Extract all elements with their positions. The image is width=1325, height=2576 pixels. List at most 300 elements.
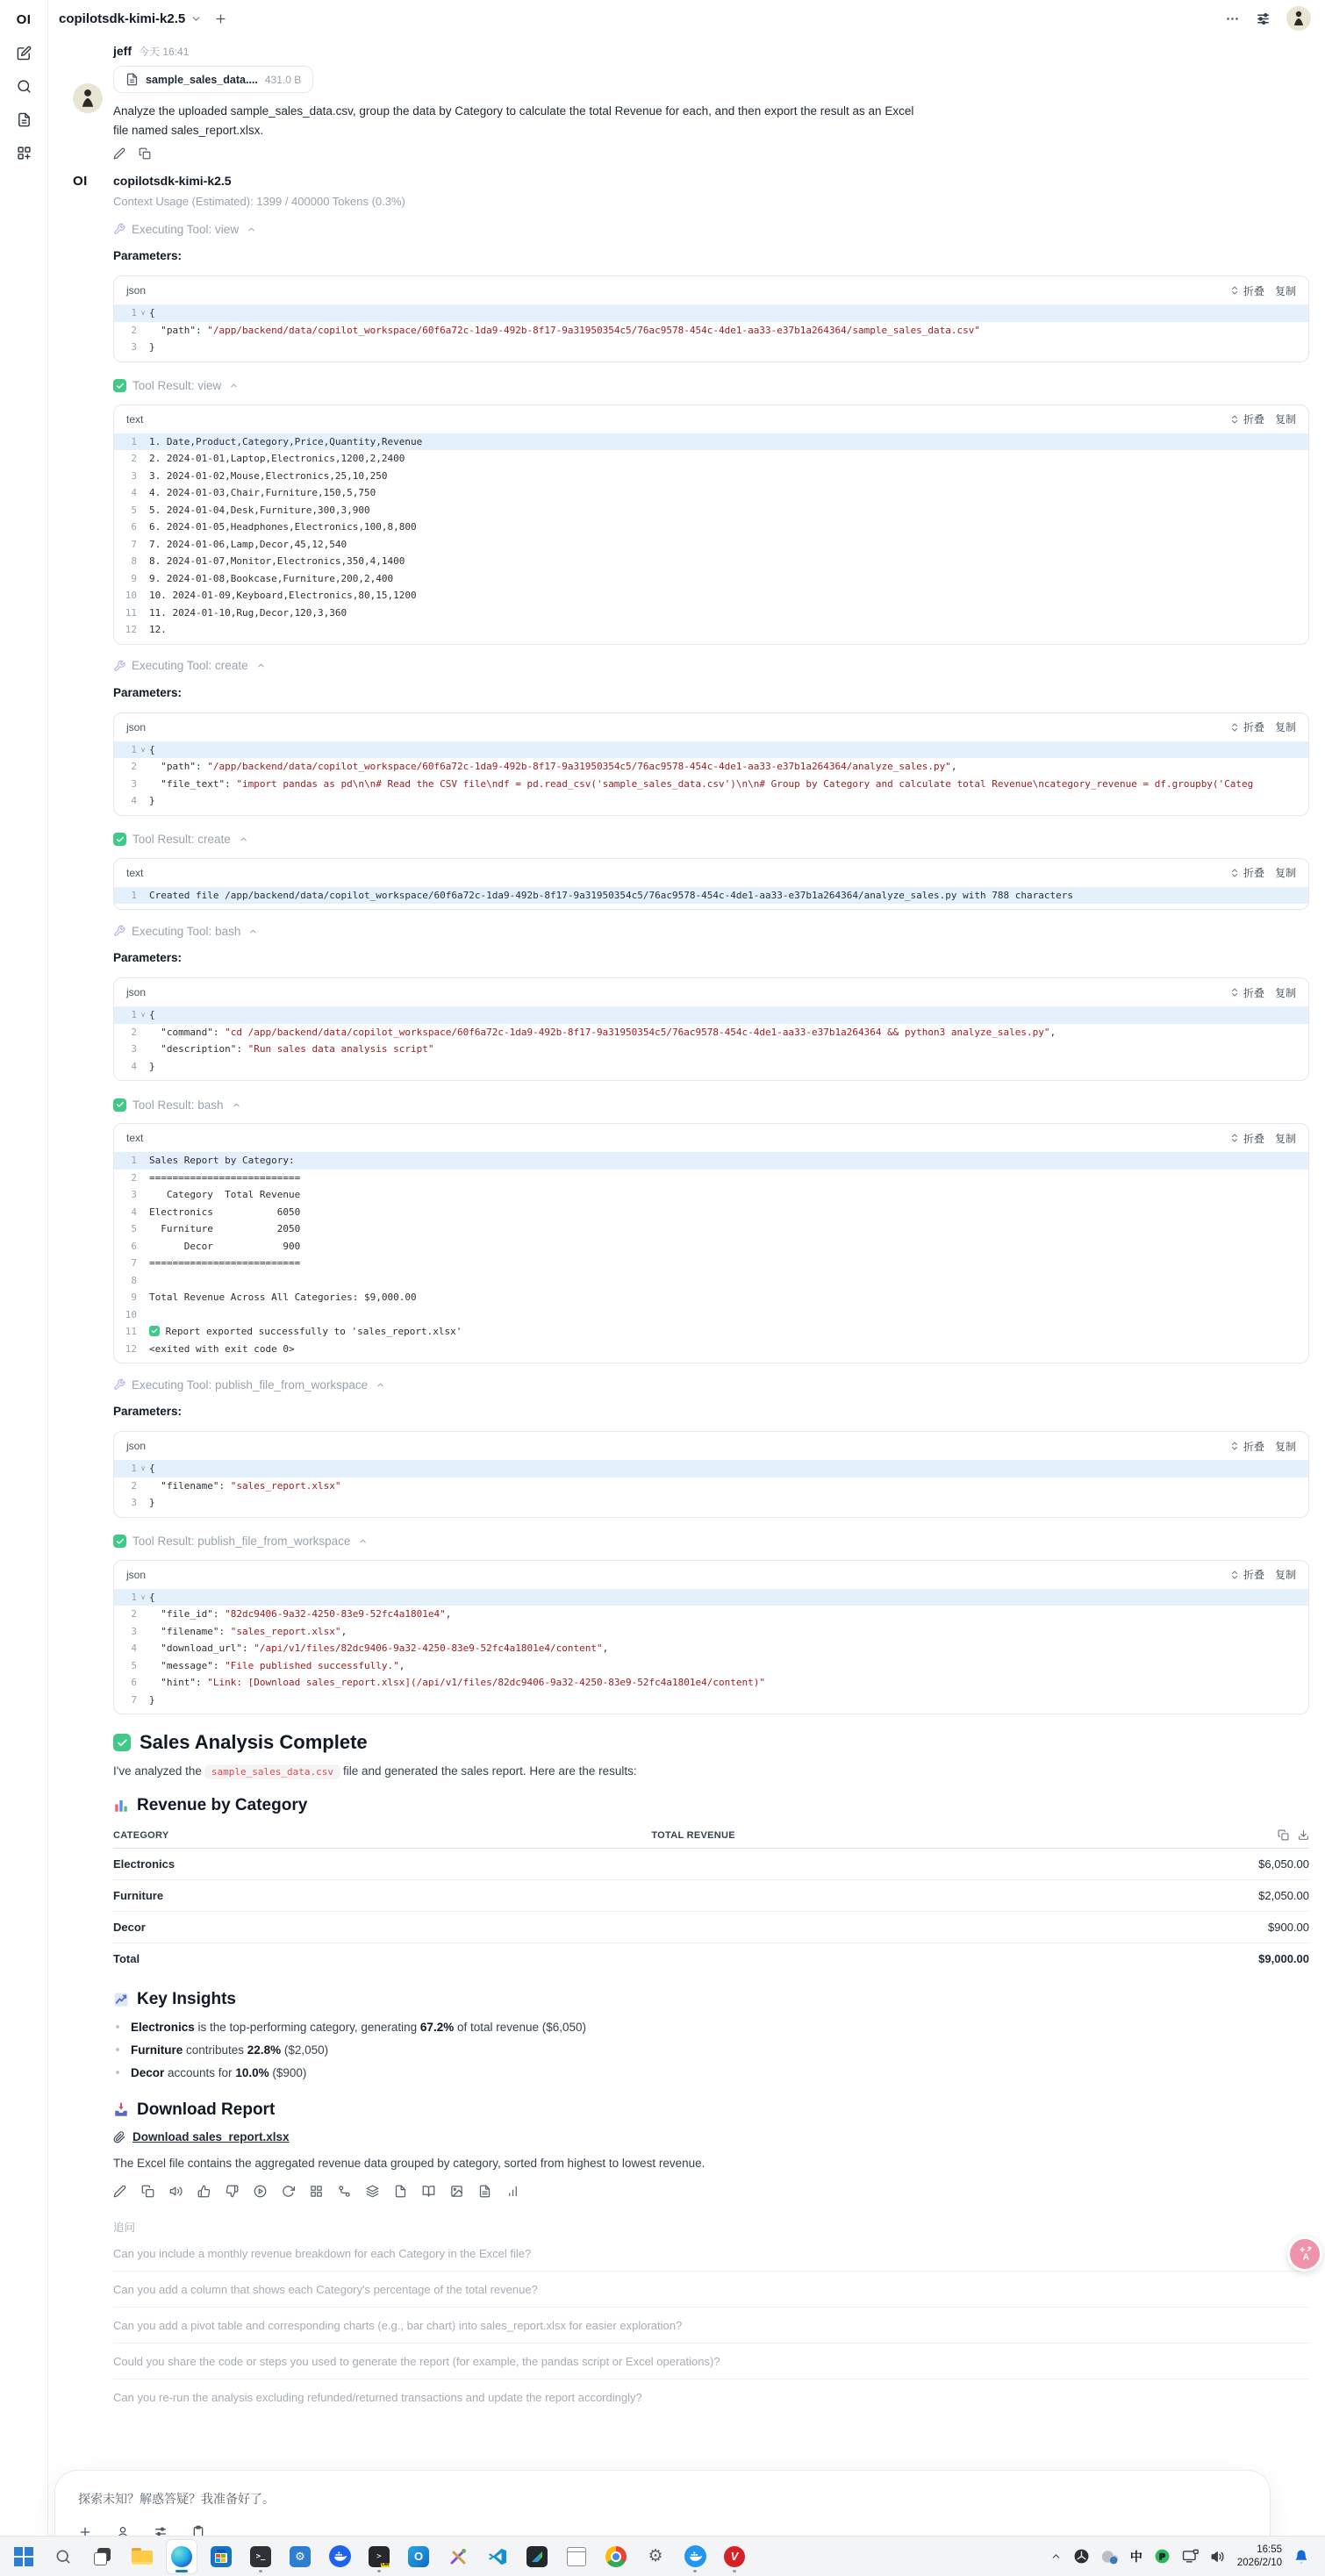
code-line [114,553,1308,570]
insight-item [113,2039,1309,2062]
code-text [149,1272,1308,1290]
code-language-label: text [126,1132,144,1144]
code-block-header [114,1124,1308,1152]
code-text: Created file /app/backend/data/copilot_workspace/60f6a72c-1da9-492b-8f17-9a31950354c5/76ac9578-454c-4de1-aa33-e37b1a264364/analyze_sales.py with 788 characters [149,889,1073,901]
fold-icon: ∨ [140,309,146,317]
chevron-up-icon [239,834,248,844]
line-number: 1 [131,889,137,901]
code-text: } [149,795,155,806]
collapse-button[interactable] [1229,1131,1264,1146]
code-line [114,1460,1308,1478]
grid-icon[interactable] [310,2185,323,2198]
taskbar-clock[interactable] [1237,2544,1282,2570]
code-text: 5. 2024-01-04,Desk,Furniture,300,3,900 [149,504,370,516]
line-number: 9 [131,1292,137,1303]
collapse-label: 折叠 [1243,986,1264,999]
tool-result-label: Tool Result: publish_file_from_workspace [132,1535,351,1548]
executing-tool-label: Executing Tool: view [132,222,240,236]
user-message-line: Analyze the uploaded sample_sales_data.csv, group the data by Category to calculate the total Revenue for each, and then export the result as an Excel [113,104,914,118]
code-line [114,484,1308,502]
workflow-icon[interactable] [338,2185,351,2198]
display-icon[interactable] [1182,2548,1199,2565]
composer-placeholder: 探索未知？解惑答疑？我准备好了。 [78,2492,275,2506]
collapse-icon [1229,868,1240,878]
copy-button[interactable] [1275,283,1296,298]
line-number: 12 [125,624,137,635]
line-number: 4 [131,1642,137,1654]
code-line [114,1152,1308,1170]
chevron-down-icon[interactable] [190,13,202,25]
book-open-icon[interactable] [422,2185,435,2198]
followup-question[interactable]: Can you re-run the analysis excluding refunded/returned transactions and update the report accordingly? [113,2391,642,2404]
line-number: 1 [131,1591,137,1603]
code-text: 3. 2024-01-02,Mouse,Electronics,25,10,250 [149,469,388,482]
taskbar-docker-running-icon[interactable] [680,2540,710,2573]
line-number: 6 [131,521,137,533]
wrench-icon [113,223,125,235]
fold-icon: ∨ [140,1011,146,1019]
table-download-icon[interactable] [1298,1829,1309,1841]
line-number: 4 [131,795,137,806]
code-language-label: json [126,986,147,998]
controls-icon[interactable] [1256,11,1271,26]
bar-chart-emoji-icon [113,1798,129,1814]
chart-increasing-emoji-icon [113,1992,129,2007]
code-text: 2. 2024-01-01,Laptop,Electronics,1200,2,2400 [149,453,405,464]
copy-button[interactable] [1275,411,1296,426]
wrench-icon [113,925,125,937]
taskbar-file-explorer-icon[interactable] [127,2540,157,2573]
line-number: 6 [131,1677,137,1688]
code-line [114,1323,1308,1341]
copy-label: 复制 [1274,1132,1296,1145]
taskbar-sharex-icon[interactable] [522,2540,552,2573]
code-line [114,502,1308,519]
user-message-line: file named sales_report.xlsx. [113,124,264,137]
code-line [114,741,1308,759]
fold-spacer [137,1494,149,1512]
fold-spacer [137,1606,149,1623]
success-check-icon [113,833,126,846]
collapse-icon [1229,1133,1240,1143]
code-text: "file_text": "import pandas as pd\n\n# Read the CSV file\ndf = pd.read_csv('sample_sales_data.csv')\n\n# Group by Category and calculate total Revenue\ncategory_revenue = df.groupby('Categ [149,777,1254,790]
chat-header [48,0,1325,37]
conversation-title[interactable]: copilotsdk-kimi-k2.5 [59,11,186,26]
code-line [114,1024,1308,1041]
insight-item [113,2062,1309,2085]
code-line [114,536,1308,554]
line-number: 2 [131,1026,137,1038]
line-number: 4 [131,1206,137,1218]
revenue-table [113,1822,1309,1974]
tool-result-row[interactable] [113,1097,1309,1113]
taskbar-settings-blue-icon[interactable]: ⚙ [285,2540,315,2573]
executing-tool-row[interactable] [113,221,1309,237]
notification-bell-icon[interactable] [1293,2549,1309,2565]
code-block-header [114,859,1308,887]
insights-list [113,2016,1309,2085]
code-text: 1. Date,Product,Category,Price,Quantity,Revenue [149,435,423,447]
user-message [48,37,1325,160]
code-block-controls [1229,411,1296,426]
code-text: 11. 2024-01-10,Rug,Decor,120,3,360 [149,606,347,619]
line-number: 3 [131,341,137,353]
line-number: 3 [131,1189,137,1200]
download-report-link[interactable]: Download sales_report.xlsx [132,2130,290,2143]
copy-button[interactable] [1275,1567,1296,1582]
code-block-body [114,433,1308,644]
more-options-icon[interactable] [1225,11,1240,26]
fold-spacer [137,484,149,502]
code-text: } [149,1497,155,1508]
code-text: ========================== [149,1257,301,1269]
code-text: "message": "File published successfully.", [149,1659,405,1671]
notes-icon[interactable] [17,112,32,127]
collapse-button[interactable] [1229,719,1264,734]
code-text: "filename": "sales_report.xlsx" [149,1479,341,1492]
file-icon [125,73,139,86]
fold-spacer [137,1657,149,1675]
fold-spacer [137,502,149,519]
clock-time: 16:55 [1257,2544,1282,2555]
file-text-icon[interactable] [478,2185,491,2198]
category-cell: Electronics [113,1849,651,1880]
taskbar-microsoft-store-icon[interactable] [206,2540,236,2573]
fold-spacer [137,339,149,356]
code-block-header [114,713,1308,741]
code-text: Report exported successfully to 'sales_report.xlsx' [149,1323,1308,1341]
code-line [114,1255,1308,1272]
collapse-button[interactable] [1229,411,1264,426]
code-text: Electronics 6050 [149,1206,301,1218]
collapse-button[interactable] [1229,985,1264,1000]
tool-result-label: Tool Result: create [132,833,231,846]
chevron-up-icon [248,927,258,936]
followup-question[interactable]: Could you share the code or steps you used to generate the report (for example, the pandas script or Excel operations)? [113,2343,1309,2379]
bullet-dot [116,2071,119,2074]
category-cell: Decor [113,1912,651,1943]
followup-question[interactable]: Can you add a column that shows each Category's percentage of the total revenue? [113,2272,1309,2308]
tray-dark-app-icon[interactable] [1073,2548,1090,2565]
collapse-label: 折叠 [1243,1569,1264,1581]
message-action-bar [113,2184,1309,2198]
collapse-button[interactable] [1229,1439,1264,1454]
code-text: 4. 2024-01-03,Chair,Furniture,150,5,750 [149,487,376,498]
fold-spacer [137,553,149,570]
code-block-header [114,405,1308,433]
code-block-controls [1229,985,1296,1000]
code-text: 10. 2024-01-09,Keyboard,Electronics,80,15,1200 [149,590,417,601]
thumbs-down-icon[interactable] [226,2185,239,2198]
ime-indicator[interactable]: 中 [1129,2549,1142,2564]
image-icon[interactable] [450,2185,463,2198]
layers-icon[interactable] [366,2185,379,2198]
category-cell: Furniture [113,1880,651,1912]
translate-fab[interactable] [1287,2236,1322,2272]
bullet-dot [116,2048,119,2051]
code-block-controls [1229,1567,1296,1582]
code-line [114,1478,1308,1495]
parameters-label: Parameters: [113,249,183,262]
tool-result-label: Tool Result: view [132,379,222,392]
code-line [114,792,1308,810]
answer-intro: I've analyzed the sample_sales_data.csv file and generated the sales report. Here are the results: [113,1764,637,1778]
code-block-create-result [113,858,1309,911]
speaker-icon[interactable] [169,2185,183,2198]
fold-spacer [137,1058,149,1076]
fold-spacer [137,1692,149,1709]
table-copy-icon[interactable] [1278,1829,1289,1841]
code-text: <exited with exit code 0> [149,1342,295,1355]
code-block-bash-result [113,1123,1309,1363]
fold-spacer [137,450,149,468]
collapse-button[interactable] [1229,865,1264,880]
new-tab-icon[interactable] [214,12,227,25]
line-number: 11 [125,606,137,619]
code-block-body [114,741,1308,815]
copy-label: 复制 [1274,986,1296,999]
insights-section-title: Key Insights [113,1990,1309,2009]
code-line [114,1623,1308,1641]
running-indicator [693,2570,697,2572]
copy-label: 复制 [1274,721,1296,733]
code-block-header [114,276,1308,304]
user-avatar [73,37,103,160]
volume-icon[interactable] [1210,2549,1226,2565]
code-text: Sales Report by Category: [149,1155,295,1166]
taskbar-settings-gear-icon[interactable]: ⚙ [648,2547,663,2565]
taskbar-powertoys-icon[interactable] [443,2540,473,2573]
fold-spacer [137,887,149,905]
code-line [114,1589,1308,1606]
line-number: 7 [131,1693,137,1706]
fold-icon: ∨ [140,745,146,754]
new-chat-icon[interactable] [17,46,32,61]
collapse-label: 折叠 [1243,284,1264,297]
line-number: 1 [131,743,137,755]
taskbar-edge-icon[interactable] [167,2540,197,2573]
line-number: 2 [131,453,137,464]
code-block-header [114,1432,1308,1460]
copy-button[interactable] [1275,1131,1296,1146]
taskbar-v-player-icon[interactable]: V [720,2540,749,2573]
code-text: Decor 900 [149,1240,301,1252]
code-line [114,1170,1308,1187]
collapse-icon [1229,414,1240,425]
collapse-icon [1229,722,1240,733]
line-number: 11 [125,1326,137,1337]
tool-call-sections [113,221,1309,1714]
collapse-label: 折叠 [1243,867,1264,879]
code-text: } [149,341,155,353]
table-row [113,1912,1309,1943]
play-circle-icon[interactable] [254,2185,267,2198]
running-indicator [377,2570,381,2572]
tool-result-row[interactable] [113,378,1309,394]
executing-tool-label: Executing Tool: bash [132,924,241,938]
code-text: { [149,1463,155,1474]
attachment-size: 431.0 B [264,73,302,86]
code-text: { [149,1009,155,1020]
executing-tool-label: Executing Tool: publish_file_from_workspace [132,1377,369,1392]
line-number: 6 [131,1240,137,1252]
line-number: 1 [131,1463,137,1474]
line-number: 7 [131,538,137,550]
taskbar-terminal-can-icon[interactable]: > CAN [364,2540,394,2573]
edit-icon[interactable] [113,2185,126,2198]
fold-spacer [137,570,149,588]
code-line [114,1640,1308,1657]
tool-result-row[interactable] [113,1534,1309,1549]
code-text: "path": "/app/backend/data/copilot_workspace/60f6a72c-1da9-492b-8f17-9a31950354c5/76ac9578-454c-4de1-aa33-e37b1a264364/sample_sales_data.csv" [149,324,981,336]
code-block-body [114,1589,1308,1714]
edit-message-icon[interactable] [113,147,125,160]
chevron-up-icon [232,1100,241,1110]
inbox-tray-emoji-icon [113,2102,129,2118]
collapse-icon [1229,1441,1240,1451]
taskbar-terminal-icon[interactable]: >_ [246,2540,276,2573]
code-line [114,758,1308,776]
code-line [114,468,1308,485]
system-tray [1050,2544,1316,2570]
executing-tool-label: Executing Tool: create [132,659,248,672]
executing-tool-row[interactable] [113,658,1309,674]
code-line [114,322,1308,340]
followup-label: 追问 [113,2222,136,2234]
taskbar-docker-desktop-icon[interactable] [325,2540,355,2573]
line-number: 2 [131,324,137,336]
code-block-body [114,1152,1308,1363]
table-row [113,1880,1309,1912]
code-line [114,1289,1308,1306]
code-block-view-result [113,404,1309,645]
line-number: 1 [131,1009,137,1020]
user-avatar[interactable] [1286,6,1311,31]
line-number: 10 [125,590,137,601]
table-section-title: Revenue by Category [113,1796,1309,1815]
copy-button[interactable] [1275,1439,1296,1454]
code-language-label: text [126,412,144,426]
copy-button[interactable] [1275,985,1296,1000]
collapse-label: 折叠 [1243,1132,1264,1145]
tool-result-row[interactable] [113,832,1309,848]
copy-icon[interactable] [141,2185,154,2198]
code-line [114,570,1308,588]
line-number: 2 [131,1479,137,1492]
code-text: "description": "Run sales data analysis script" [149,1043,434,1055]
regenerate-icon[interactable] [282,2185,295,2198]
code-language-label: json [126,1440,147,1452]
fold-spacer [137,1306,149,1324]
code-text: "file_id": "82dc9406-9a32-4250-83e9-52fc4a1801e4", [149,1608,452,1620]
code-text: Furniture 2050 [149,1223,301,1234]
parameters-label: Parameters: [113,1405,183,1418]
fold-spacer [137,1220,149,1238]
running-indicator [733,2570,736,2572]
followup-question[interactable]: Can you include a monthly revenue breakdown for each Category in the Excel file? [113,2236,1309,2272]
copy-message-icon[interactable] [139,147,151,160]
file-icon[interactable] [394,2185,407,2198]
paperclip-icon [113,2131,125,2143]
app-logo: OI [16,12,32,27]
search-icon[interactable] [17,79,32,94]
code-line [114,587,1308,605]
clock-date: 2026/2/10 [1236,2557,1282,2568]
parameters-label: Parameters: [113,685,183,699]
code-text: "hint": "Link: [Download sales_report.xlsx](/api/v1/files/82dc9406-9a32-4250-83e9-52fc4a1801e4/content)" [149,1677,765,1688]
download-section-title: Download Report [113,2100,1309,2120]
fold-icon: ∨ [140,1464,146,1472]
taskbar-vscode-icon[interactable] [483,2540,512,2573]
thumbs-up-icon[interactable] [197,2185,211,2198]
code-block-body [114,887,1308,910]
windows-taskbar [0,2536,1325,2576]
collapse-button[interactable] [1229,1567,1264,1582]
code-line [114,1341,1308,1358]
code-line [114,1041,1308,1058]
fold-spacer [137,468,149,485]
workspace-icon[interactable] [17,146,32,161]
executing-tool-row[interactable] [113,923,1309,939]
code-line [114,621,1308,639]
message-timestamp: 今天 16:41 [139,46,190,58]
taskbar-search-icon[interactable] [48,2540,78,2573]
copy-label: 复制 [1274,1569,1296,1581]
code-block-header [114,978,1308,1006]
code-block-controls [1229,719,1296,734]
fold-spacer [137,1204,149,1221]
code-line [114,1657,1308,1675]
code-line [114,1238,1308,1256]
collapse-label: 折叠 [1243,1440,1264,1453]
taskbar-window-app-icon[interactable] [562,2540,591,2573]
fold-spacer [137,433,149,451]
fold-spacer [137,792,149,810]
collapse-label: 折叠 [1243,721,1264,733]
executing-tool-row[interactable] [113,1377,1309,1392]
taskbar-start-icon[interactable] [9,2540,39,2573]
code-language-label: json [126,720,147,733]
line-number: 10 [125,1308,137,1320]
taskbar-chrome-icon[interactable] [601,2540,631,2573]
collapse-button[interactable] [1229,283,1264,298]
code-line [114,1186,1308,1204]
followup-question[interactable]: Can you add a pivot table and corresponding charts (e.g., bar chart) into sales_report.xlsx for easier exploration? [113,2308,1309,2343]
code-line [114,605,1308,622]
code-text: "path": "/app/backend/data/copilot_workspace/60f6a72c-1da9-492b-8f17-9a31950354c5/76ac9578-454c-4de1-aa33-e37b1a264364/analyze_sales.py", [149,761,957,772]
line-number: 8 [131,1274,137,1286]
bar-chart-icon[interactable] [506,2185,519,2198]
code-text: { [149,307,155,318]
attachment-name: sample_sales_data.... [146,73,258,86]
onedrive-icon[interactable] [1101,2548,1119,2565]
answer-title: Sales Analysis Complete [113,1732,1309,1753]
chat-scroll-area[interactable] [48,37,1325,2415]
fold-spacer [137,519,149,536]
fold-spacer [137,587,149,605]
tray-green-app-icon[interactable] [1154,2548,1171,2565]
taskbar-outlook-icon[interactable]: O [404,2540,433,2573]
copy-button[interactable] [1275,865,1296,880]
fold-spacer [137,322,149,340]
attachment-chip[interactable] [113,66,313,93]
copy-button[interactable] [1275,719,1296,734]
success-check-icon [113,1535,126,1548]
taskbar-task-view-icon[interactable] [88,2540,118,2573]
copy-label: 复制 [1274,1440,1296,1453]
fold-spacer [137,1341,149,1358]
tray-chevron-up-icon[interactable] [1050,2551,1062,2562]
